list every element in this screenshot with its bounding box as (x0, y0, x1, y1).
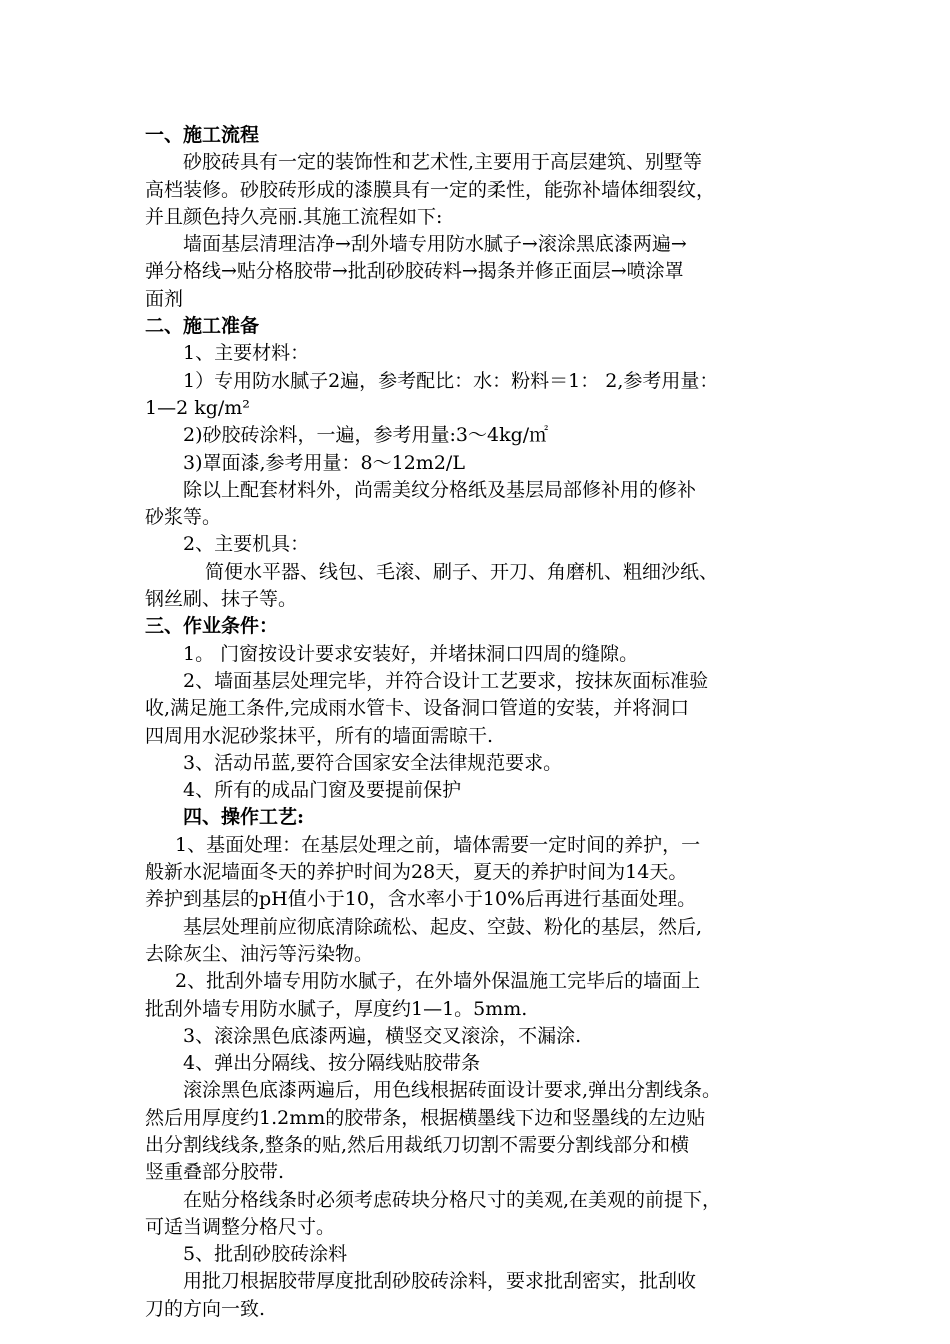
paragraph-line: 砂胶砖具有一定的装饰性和艺术性,主要用于高层建筑、别墅等 (183, 151, 703, 174)
document-page (145, 122, 825, 1323)
paragraph-line: 4、所有的成品门窗及要提前保护 (183, 779, 462, 802)
paragraph-line: 1）专用防水腻子2遍，参考配比：水：粉料＝1： 2,参考用量： (183, 369, 719, 392)
section-heading: 四、操作工艺: (183, 806, 305, 829)
paragraph-line: 1、基面处理：在基层处理之前，墙体需要一定时间的养护，一 (175, 833, 701, 856)
paragraph-line: 般新水泥墙面冬天的养护时间为28天，夏天的养护时间为14天。 (145, 861, 688, 884)
paragraph-line: 弹分格线→贴分格胶带→批刮砂胶砖料→揭条并修正面层→喷涂罩 (145, 260, 684, 283)
paragraph-line: 4、弹出分隔线、按分隔线贴胶带条 (183, 1052, 481, 1075)
paragraph-line: 去除灰尘、油污等污染物。 (145, 942, 374, 965)
paragraph-line: 5、批刮砂胶砖涂料 (183, 1243, 348, 1266)
paragraph-line: 出分割线线条,整条的贴,然后用裁纸刀切割不需要分割线部分和横 (145, 1133, 690, 1156)
paragraph-line: 砂浆等。 (145, 506, 222, 529)
paragraph-line: 面剂 (145, 287, 184, 310)
paragraph-line: 基层处理前应彻底清除疏松、起皮、空鼓、粉化的基层，然后, (183, 915, 703, 938)
paragraph-line: 用批刀根据胶带厚度批刮砂胶砖涂料，要求批刮密实，批刮收 (183, 1270, 697, 1293)
paragraph-line: 简便水平器、线包、毛滚、刷子、开刀、角磨机、粗细沙纸、 (205, 560, 719, 583)
paragraph-line: 1。 门窗按设计要求安装好，并堵抹洞口四周的缝隙。 (183, 642, 639, 665)
paragraph-line: 刀的方向一致. (145, 1297, 266, 1320)
paragraph-line: 批刮外墙专用防水腻子，厚度约1—1。5mm. (145, 997, 528, 1020)
paragraph-line: 除以上配套材料外，尚需美纹分格纸及基层局部修补用的修补 (183, 478, 697, 501)
paragraph-line: 3)罩面漆,参考用量：8～12m2/L (183, 451, 465, 474)
paragraph-line: 养护到基层的pH值小于10，含水率小于10%后再进行基面处理。 (145, 888, 697, 911)
paragraph-line: 在贴分格线条时必须考虑砖块分格尺寸的美观,在美观的前提下， (183, 1188, 722, 1211)
paragraph-line: 2)砂胶砖涂料，一遍，参考用量:3～4kg/㎡ (183, 424, 549, 447)
paragraph-line: 2、主要机具： (183, 533, 310, 556)
paragraph-line: 竖重叠部分胶带. (145, 1161, 285, 1184)
section-heading: 三、作业条件： (145, 615, 279, 638)
paragraph-line: 然后用厚度约1.2mm的胶带条，根据横墨线下边和竖墨线的左边贴 (145, 1106, 706, 1129)
paragraph-line: 滚涂黑色底漆两遍后，用色线根据砖面设计要求,弹出分割线条。 (183, 1079, 722, 1102)
paragraph-line: 可适当调整分格尺寸。 (145, 1215, 336, 1238)
paragraph-line: 四周用水泥砂浆抹平，所有的墙面需晾干. (145, 724, 494, 747)
paragraph-line: 墙面基层清理洁净→刮外墙专用防水腻子→滚涂黑底漆两遍→ (183, 233, 687, 256)
paragraph-line: 2、墙面基层处理完毕，并符合设计工艺要求，按抹灰面标准验 (183, 669, 709, 692)
section-heading: 一、施工流程 (145, 124, 260, 146)
paragraph-line: 钢丝刷、抹子等。 (145, 588, 298, 611)
section-heading: 二、施工准备 (145, 315, 260, 338)
paragraph-line: 2、批刮外墙专用防水腻子，在外墙外保温施工完毕后的墙面上 (175, 970, 701, 993)
paragraph-line: 3、滚涂黑色底漆两遍，横竖交叉滚涂，不漏涂. (183, 1024, 582, 1047)
paragraph-line: 1—2 kg/m² (145, 396, 250, 419)
paragraph-line: 并且颜色持久亮丽.其施工流程如下: (145, 205, 443, 228)
paragraph-line: 收,满足施工条件,完成雨水管卡、设备洞口管道的安装，并将洞口 (145, 697, 690, 720)
paragraph-line: 高档装修。砂胶砖形成的漆膜具有一定的柔性，能弥补墙体细裂纹， (145, 178, 716, 201)
paragraph-line: 3、活动吊蓝,要符合国家安全法律规范要求。 (183, 751, 563, 774)
paragraph-line: 1、主要材料： (183, 342, 310, 365)
